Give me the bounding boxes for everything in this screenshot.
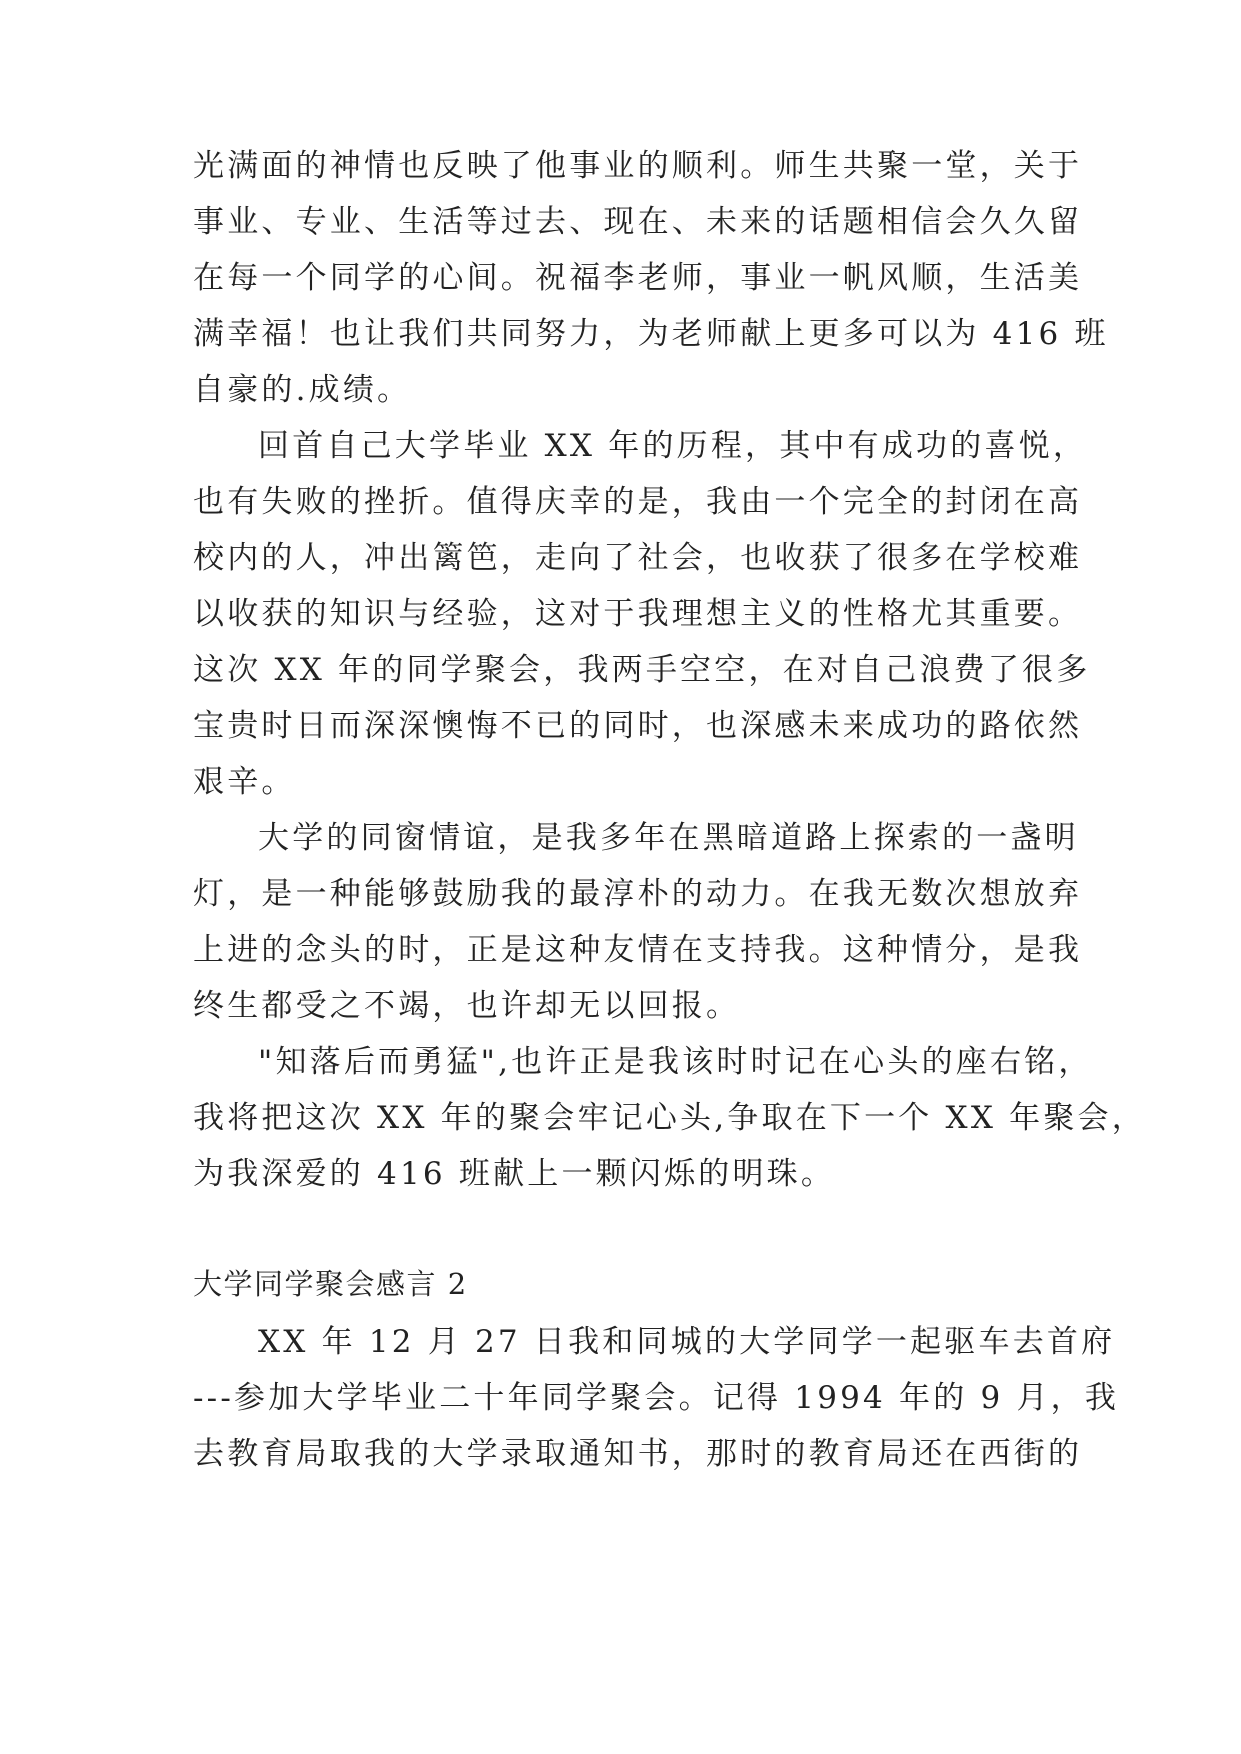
paragraph-3-line-2: 灯，是一种能够鼓励我的最淳朴的动力。在我无数次想放弃 — [193, 876, 1083, 912]
paragraph-3-line-4: 终生都受之不竭，也许却无以回报。 — [193, 988, 741, 1024]
paragraph-4-line-3: 为我深爱的 416 班献上一颗闪烁的明珠。 — [193, 1156, 836, 1192]
paragraph-1-line-1: 光满面的神情也反映了他事业的顺利。师生共聚一堂，关于 — [193, 148, 1083, 184]
paragraph-2-line-7: 艰辛。 — [193, 764, 296, 800]
paragraph-3-line-1: 大学的同窗情谊，是我多年在黑暗道路上探索的一盏明 — [258, 820, 1079, 856]
paragraph-4-line-1: "知落后而勇猛",也许正是我该时时记在心头的座右铭， — [258, 1044, 1093, 1080]
paragraph-2-line-4: 以收获的知识与经验，这对于我理想主义的性格尤其重要。 — [193, 596, 1083, 632]
paragraph-1-line-3: 在每一个同学的心间。祝福李老师，事业一帆风顺，生活美 — [193, 260, 1083, 296]
final-paragraph-line-1: XX 年 12 月 27 日我和同城的大学同学一起驱车去首府 — [258, 1324, 1116, 1360]
final-paragraph-line-2: ---参加大学毕业二十年同学聚会。记得 1994 年的 9 月，我 — [193, 1380, 1120, 1416]
paragraph-1-line-4: 满幸福！也让我们共同努力，为老师献上更多可以为 416 班 — [193, 316, 1109, 352]
paragraph-2-line-1: 回首自己大学毕业 XX 年的历程，其中有成功的喜悦， — [258, 428, 1088, 464]
paragraph-2-line-5: 这次 XX 年的同学聚会，我两手空空，在对自己浪费了很多 — [193, 652, 1091, 688]
paragraph-2-line-6: 宝贵时日而深深懊悔不已的同时，也深感未来成功的路依然 — [193, 708, 1083, 744]
paragraph-1-line-5: 自豪的.成绩。 — [193, 372, 412, 408]
paragraph-3-line-3: 上进的念头的时，正是这种友情在支持我。这种情分，是我 — [193, 932, 1083, 968]
final-paragraph-line-3: 去教育局取我的大学录取通知书，那时的教育局还在西街的 — [193, 1436, 1083, 1472]
paragraph-2-line-2: 也有失败的挫折。值得庆幸的是，我由一个完全的封闭在高 — [193, 484, 1083, 520]
paragraph-2-line-3: 校内的人，冲出篱笆，走向了社会，也收获了很多在学校难 — [193, 540, 1083, 576]
section-heading: 大学同学聚会感言 2 — [193, 1267, 468, 1301]
paragraph-1-line-2: 事业、专业、生活等过去、现在、未来的话题相信会久久留 — [193, 204, 1083, 240]
paragraph-4-line-2: 我将把这次 XX 年的聚会牢记心头,争取在下一个 XX 年聚会， — [193, 1100, 1146, 1136]
